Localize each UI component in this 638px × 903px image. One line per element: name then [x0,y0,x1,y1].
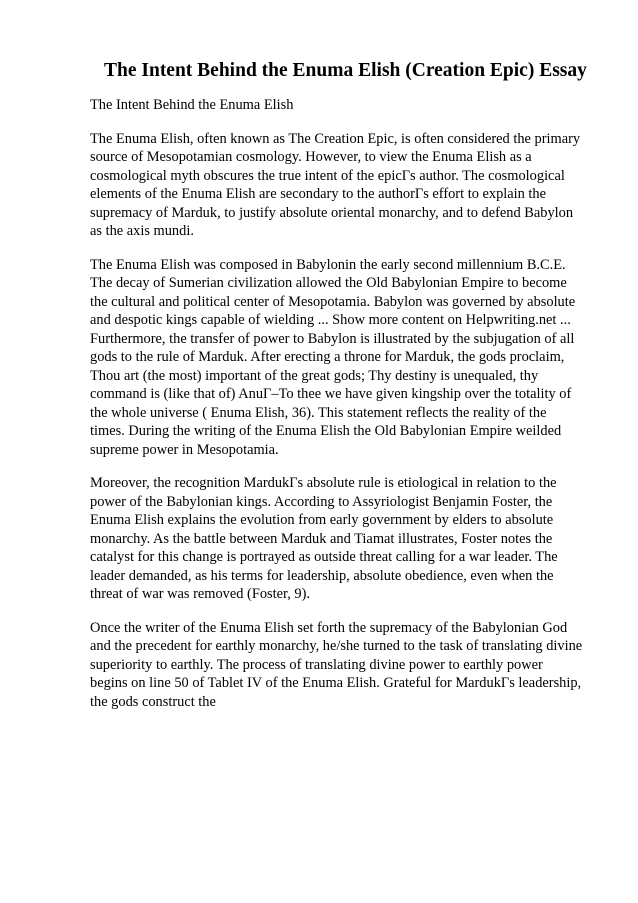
paragraph-2 [90,256,592,460]
text-line: threat of war was removed (Foster, 9). [90,586,311,602]
text-line: Moreover, the recognition MardukГs absolute rule is etiological in relation to the [90,475,557,491]
text-line: the whole universe ( Enuma Elish, 36). This statement reflects the reality of the [90,404,547,421]
text-line: supreme power in Mesopotamia. [90,441,279,458]
text-line: The Enuma Elish was composed in Babylonin the early second millennium B.C.E. [90,256,566,273]
text-line: the gods construct the [90,693,216,710]
document-subtitle: The Intent Behind the Enuma Elish [90,97,294,113]
text-line: the cultural and political center of Mesopotamia. Babylon was governed by absolute [90,293,576,310]
text-line: supremacy of Marduk, to justify absolute oriental monarchy, and to defend Babylon [90,204,574,221]
text-line: Thou art (the most) important of the great gods; Thy destiny is unequaled, thy [90,367,539,384]
text-line: power of the Babylonian kings. According to Assyriologist Benjamin Foster, the [90,493,553,510]
text-line: source of Mesopotamian cosmology. However, to view the Enuma Elish as a [90,149,532,165]
text-line: elements of the Enuma Elish are secondary to the authorГs effort to explain the [90,186,547,202]
text-line: times. During the writing of the Enuma Elish the Old Babylonian Empire weilded [90,423,562,439]
text-line: Furthermore, the transfer of power to Babylon is illustrated by the subjugation of all [90,330,575,347]
text-line: and despotic kings capable of wielding ... Show more content on Helpwriting.net ... [90,312,571,328]
text-line: gods to the rule of Marduk. After erecting a throne for Marduk, the gods proclaim, [90,349,565,365]
text-line: The Enuma Elish, often known as The Creation Epic, is often considered the primary [90,130,581,147]
text-line: cosmological myth obscures the true intent of the epicГs author. The cosmological [90,167,565,184]
paragraph-4 [90,619,592,712]
text-line: The decay of Sumerian civilization allowed the Old Babylonian Empire to become [90,275,567,291]
text-line: leader demanded, as his terms for leadership, absolute obedience, even when the [90,567,554,584]
text-line: superiority to earthly. The process of translating divine power to earthly power [90,656,543,673]
text-line: monarchy. As the battle between Marduk and Tiamat illustrates, Foster notes the [90,530,553,547]
text-line: catalyst for this change is portrayed as outside threat calling for a war leader. The [90,549,558,565]
text-line: command is (like that of) AnuГ–To thee we have given kingship over the totality of [90,386,572,402]
document-title: The Intent Behind the Enuma Elish (Creation Epic) Essay [104,60,587,81]
paragraph-1 [90,130,592,241]
text-line: Enuma Elish explains the evolution from early government by elders to absolute [90,512,554,528]
text-line: begins on line 50 of Tablet IV of the Enuma Elish. Grateful for MardukГs leadership, [90,675,582,691]
text-line: as the axis mundi. [90,223,194,239]
paragraph-3 [90,474,592,604]
text-line: and the precedent for earthly monarchy, he/she turned to the task of translating divine [90,638,583,654]
text-line: Once the writer of the Enuma Elish set forth the supremacy of the Babylonian God [90,619,568,636]
